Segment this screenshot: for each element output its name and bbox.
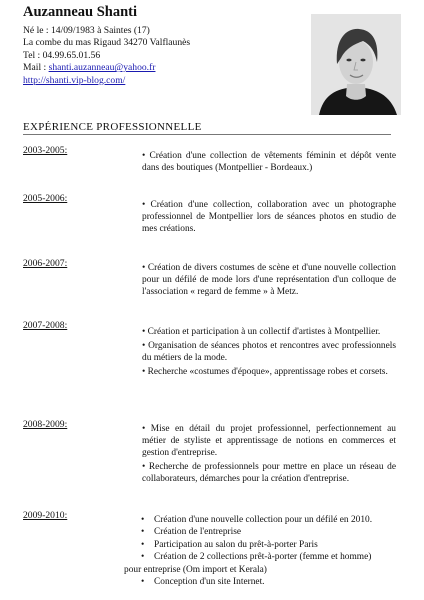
period-2007-2008: 2007-2008: <box>23 320 68 331</box>
experience-2009-2010 <box>124 514 396 588</box>
experience-list <box>124 514 396 564</box>
address: La combe du mas Rigaud 34270 Valflaunès <box>23 37 191 49</box>
experience-list-end <box>124 576 396 588</box>
experience-2006-2007 <box>124 262 396 298</box>
experience-item: • Mise en détail du projet professionnel, perfectionnement au métier de styliste et apprentissage de notions en commerces et gestion d'entreprise. <box>124 423 396 459</box>
experience-item: • Création de l'entreprise <box>124 526 396 538</box>
experience-item: • Création de divers costumes de scène et d'une nouvelle collection pour un défilé de mode lors d'une représentation d'un colloque de l'association « regard de femme » à Metz. <box>124 262 396 298</box>
blog-link[interactable]: http://shanti.vip-blog.com/ <box>23 74 126 86</box>
portrait-illustration <box>311 14 401 115</box>
experience-item: • Participation au salon du prêt-à-porter Paris <box>124 539 396 551</box>
period-2006-2007: 2006-2007: <box>23 258 68 269</box>
experience-item: • Recherche «costumes d'époque», apprentissage robes et corsets. <box>124 366 396 378</box>
blog-line <box>23 75 190 87</box>
period-2009-2010: 2009-2010: <box>23 510 68 521</box>
experience-2003-2005 <box>124 150 396 174</box>
experience-item: • Création d'une collection, collaboration avec un photographe professionnel de Montpellier lors de séances photos en studio de mes créations. <box>124 199 396 235</box>
birth-info: Né le : 14/09/1983 à Saintes (17) <box>23 25 150 36</box>
section-title: EXPÉRIENCE PROFESSIONNELLE <box>23 121 202 133</box>
period-2003-2005: 2003-2005: <box>23 145 68 156</box>
phone: Tel : 04.99.65.01.56 <box>23 49 101 61</box>
experience-item: • Création d'une nouvelle collection pour un défilé en 2010. <box>124 514 396 526</box>
experience-2005-2006 <box>124 199 396 235</box>
experience-item-continued: pour entreprise (Om import et Kerala) <box>124 564 267 575</box>
section-divider <box>23 134 391 135</box>
experience-item: • Recherche de professionnels pour mettre en place un réseau de collaborateurs, démarches pour la création d'entreprise. <box>124 461 396 485</box>
experience-item: • Organisation de séances photos et rencontres avec professionnels du métiers de la mode. <box>124 340 396 364</box>
experience-item: • Création et participation à un collectif d'artistes à Montpellier. <box>124 326 396 338</box>
portrait-photo <box>311 14 401 115</box>
email-line <box>23 62 190 74</box>
contact-info <box>23 25 190 87</box>
experience-2008-2009 <box>124 423 396 485</box>
experience-2007-2008 <box>124 326 396 378</box>
experience-item: • Création d'une collection de vêtements féminin et dépôt vente dans des boutiques (Montpellier - Bordeaux.) <box>124 150 396 174</box>
email-label: Mail : <box>23 62 49 74</box>
candidate-name: Auzanneau Shanti <box>23 4 138 20</box>
period-2005-2006: 2005-2006: <box>23 193 68 204</box>
experience-item: • Conception d'un site Internet. <box>124 576 396 588</box>
period-2008-2009: 2008-2009: <box>23 419 68 430</box>
experience-item: • Création de 2 collections prêt-à-porter (femme et homme) <box>124 551 396 563</box>
email-link[interactable]: shanti.auzanneau@yahoo.fr <box>48 62 156 74</box>
